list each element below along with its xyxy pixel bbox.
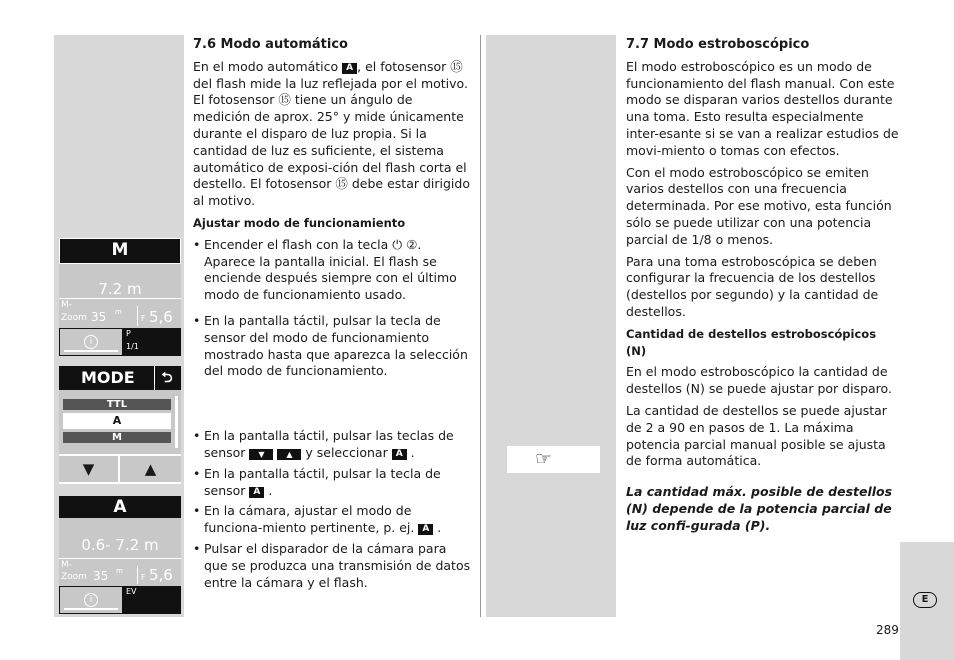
section-heading-7-6: 7.6 Modo automático <box>193 37 348 52</box>
language-tab <box>900 542 954 660</box>
mode-a-badge: A <box>418 524 433 535</box>
zoom-unit: m <box>116 567 123 575</box>
info-icon: i <box>84 593 98 607</box>
option-a-selected[interactable]: A <box>63 413 171 429</box>
right-text-column <box>626 37 900 540</box>
right-paragraph-4: En el modo estroboscópico la cantidad de destellos (N) se puede ajustar por disparo. <box>626 364 892 397</box>
zoom-unit: m <box>115 308 122 316</box>
fnumber-value: 5,6 <box>149 308 173 326</box>
column-divider <box>480 35 481 617</box>
note-box <box>507 446 600 473</box>
left-text-column <box>193 37 473 595</box>
fnumber-value: 5,6 <box>149 566 173 584</box>
back-icon[interactable]: ⮌ <box>154 366 179 390</box>
power-ratio: 1/1 <box>126 342 139 351</box>
mode-a-badge: A <box>249 487 264 498</box>
mode-menu-title-bar: MODE ⮌ <box>59 366 181 390</box>
distance-range-readout: 0.6- 7.2 m <box>81 536 159 554</box>
option-ttl[interactable]: TTL <box>63 399 171 410</box>
info-button[interactable] <box>59 328 123 356</box>
right-paragraph-2: Con el modo estroboscópico se emiten varios destellos con una frecuencia determinada. Por ese motivo, esta función sólo se puede utilizar con una potencia parcial de 1/8 o menos. <box>626 164 892 247</box>
zoom-value: 35 <box>93 569 109 583</box>
power-ratio-button[interactable] <box>123 328 181 356</box>
right-paragraph-1: El modo estroboscópico es un modo de funcionamiento del flash manual. Con este modo se disparan varios destellos durante una toma. Esto resulta especialmente inter-esante si se van a realizar estudios de movi-miento o tomas con efectos. <box>626 58 899 158</box>
middle-margin-column <box>486 35 616 617</box>
page-number: 289 <box>876 623 899 637</box>
steps-list <box>193 237 473 592</box>
note-text: La cantidad máx. posible de destellos (N) depende de la potencia parcial de luz confi-gurada (P). <box>626 484 893 533</box>
mode-title-bar: A <box>59 496 181 518</box>
right-paragraph-5: La cantidad de destellos se puede ajustar de 2 a 90 en pasos de 1. La máxima potencia parcial manual posible se ajusta de forma automática. <box>626 402 887 469</box>
mode-title-bar: M <box>59 238 181 264</box>
pointing-hand-icon: ☞ <box>535 448 553 470</box>
option-m[interactable]: M <box>63 432 171 443</box>
arrow-buttons-row <box>59 454 181 484</box>
step-5: • En la cámara, ajustar el modo de funciona-miento pertinente, p. ej. A . <box>193 503 473 537</box>
up-arrow-button[interactable]: ▲ <box>120 456 181 482</box>
zoom-label: Zoom <box>61 313 87 323</box>
step-2: • En la pantalla táctil, pulsar la tecla de sensor del modo de funcionamiento mostrado hasta que aparezca la selección del modo de funcionamiento. <box>193 313 473 380</box>
subheading-set-mode: Ajustar modo de funcionamiento <box>193 215 406 230</box>
right-paragraph-3: Para una toma estroboscópica se deben configurar la frecuencia de los destellos (destellos por segundo) y la cantidad de destellos. <box>626 253 879 319</box>
intro-paragraph: En el modo automático A , el fotosensor ⑮ del flash mide la luz reflejada por el motivo. El fotosensor ⑮ tiene un ángulo de medición de aprox. 25° y mide únicamente durante el disparo de luz propia. Si la cantidad de luz es suficiente, el sistema automático de exposi-ción del flash corta el destello. El fotosensor ⑮ debe estar dirigido al motivo. <box>193 58 470 209</box>
distance-readout: 7.2 m <box>98 280 142 298</box>
m-zoom-label: M- <box>61 300 73 310</box>
mode-a-badge: A <box>342 63 357 74</box>
up-arrow-icon: ▲ <box>277 449 301 460</box>
fnumber-label: F <box>141 573 146 582</box>
info-button[interactable] <box>59 586 123 614</box>
step-6: • Pulsar el disparador de la cámara para que se produzca una transmisión de datos entre la cámara y el flash. <box>193 541 473 591</box>
step-1: • Encender el flash con la tecla ⏻ ②. Aparece la pantalla inicial. El flash se enciende después siempre con el último modo de funcionamiento usado. <box>193 237 473 304</box>
ev-label: EV <box>126 587 137 596</box>
ev-button[interactable] <box>123 586 181 614</box>
screen-manual-mode <box>59 238 181 356</box>
zoom-value: 35 <box>91 310 107 324</box>
zoom-label: Zoom <box>61 572 87 582</box>
section-heading-7-7: 7.7 Modo estroboscópico <box>626 37 810 52</box>
screen-mode-selection <box>59 366 181 484</box>
step-4: • En la pantalla táctil, pulsar la tecla de sensor A . <box>193 466 473 500</box>
fnumber-label: F <box>141 314 146 323</box>
m-zoom-label: M- <box>61 560 73 570</box>
mode-a-badge: A <box>392 449 407 460</box>
step-3: • En la pantalla táctil, pulsar las teclas de sensor ▼ ▲ y seleccionar A . <box>193 428 473 462</box>
down-arrow-button[interactable]: ▼ <box>59 456 118 482</box>
scrollbar[interactable] <box>175 396 178 448</box>
screen-auto-mode <box>59 496 181 614</box>
status-bar <box>59 328 181 356</box>
info-icon: i <box>84 335 98 349</box>
language-badge: E <box>913 592 937 608</box>
subheading-strobe-count: Cantidad de destellos estroboscópicos (N) <box>626 326 877 358</box>
power-icon: ⏻ <box>392 236 403 252</box>
down-arrow-icon: ▼ <box>249 449 273 460</box>
power-label: P <box>126 329 131 338</box>
